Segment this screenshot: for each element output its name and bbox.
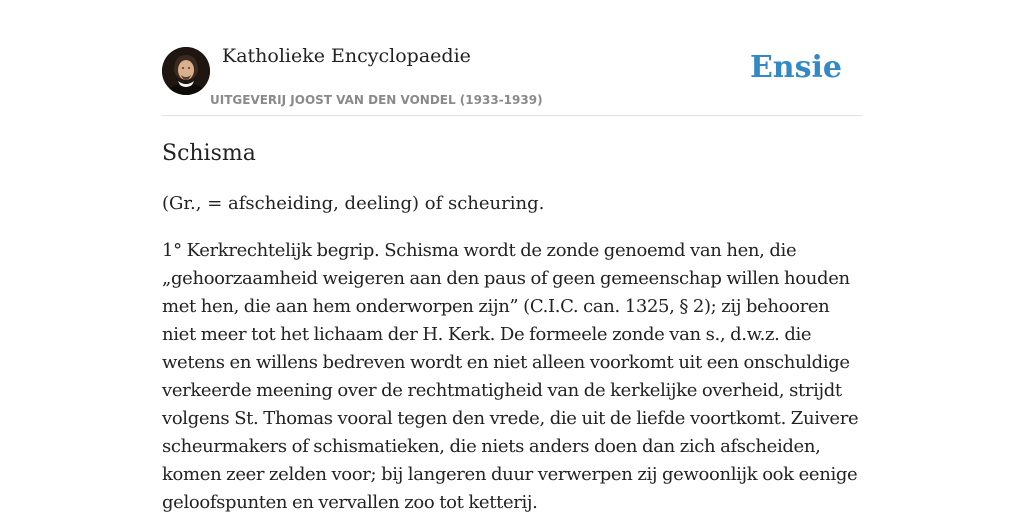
header [162,0,862,116]
article-title: Schisma [162,141,256,166]
publisher-subtitle: UITGEVERIJ JOOST VAN DEN VONDEL (1933-1939) [210,93,543,107]
article [162,138,862,512]
article-paragraph: 1° Kerkrechtelijk begrip. Schisma wordt de zonde genoemd van hen, die „gehoorzaamheid weigeren aan den paus of geen gemeenschap willen houden met hen, die aan hem onderworpen zijn” (C.I.C. can. 1325, § 2); zij behooren niet meer tot het lichaam der H. Kerk. De formeele zonde van s., d.w.z. die wetens en willens bedreven wordt en niet alleen voorkomt uit een onschuldige verkeerde meening over de rechtmatigheid van de kerkelijke overheid, strijdt volgens St. Thomas vooral tegen den vrede, die uit de liefde voortkomt. Zuivere scheurmakers of schismatieken, die niets anders doen dan zich afscheiden, komen zeer zelden voor; bij langeren duur verwerpen zij gewoonlijk ook eenige geloofspunten en vervallen zoo tot ketterij. [162,240,859,512]
article-lead: (Gr., = afscheiding, deeling) of scheuring. [162,193,545,214]
portrait-icon [162,47,210,95]
brand-logo-link[interactable]: Ensie [749,50,842,85]
publication-portrait-avatar[interactable] [162,47,210,95]
publication-title[interactable]: Katholieke Encyclopaedie [222,45,471,67]
